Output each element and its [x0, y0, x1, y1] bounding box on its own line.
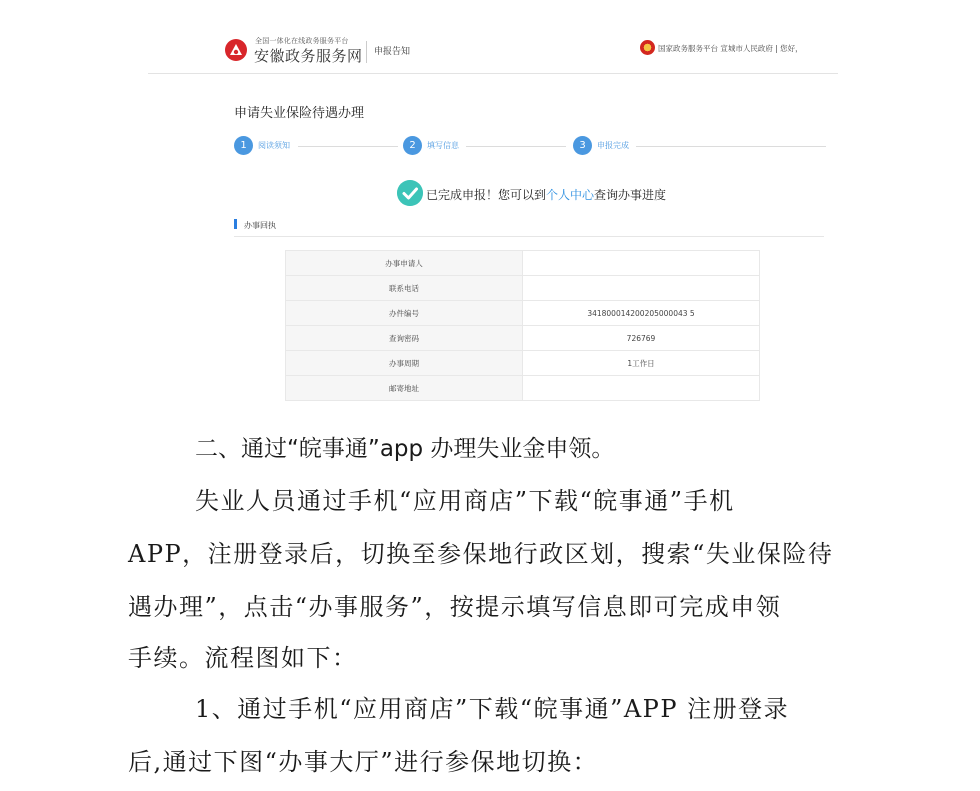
table-row	[286, 251, 760, 276]
row-label: 办事申请人	[286, 251, 523, 276]
personal-center-link[interactable]: 个人中心	[546, 188, 595, 202]
receipt-section-title: 办事回执	[244, 221, 276, 230]
row-value: 341800014200205000043 5	[523, 301, 760, 326]
paragraph-line: 后,通过下图“办事大厅”进行参保地切换：	[128, 748, 599, 776]
step-label: 阅读须知	[258, 141, 290, 150]
paragraph-line: 遇办理”，点击“办事服务”，按提示填写信息即可完成申领	[128, 593, 782, 621]
portal-header	[148, 30, 838, 74]
row-value	[523, 376, 760, 401]
paragraph-line: APP，注册登录后，切换至参保地行政区划，搜索“失业保险待	[128, 540, 834, 568]
platform-subtitle: 全国一体化在线政务服务平台	[255, 37, 349, 45]
receipt-table	[285, 250, 760, 401]
step-connector	[466, 146, 566, 147]
step-number: 2	[403, 136, 422, 155]
paragraph-line: 1、通过手机“应用商店”下载“皖事通”APP 注册登录	[195, 695, 790, 723]
section-heading: 二、通过“皖事通”app 办理失业金申领。	[195, 436, 615, 462]
completion-message	[426, 186, 666, 203]
row-value	[523, 276, 760, 301]
section-divider	[234, 236, 824, 237]
table-row	[286, 351, 760, 376]
table-row	[286, 376, 760, 401]
header-divider	[366, 41, 367, 63]
national-emblem-icon	[640, 40, 655, 55]
row-label: 办件编号	[286, 301, 523, 326]
completion-prefix: 已完成申报！您可以到	[426, 188, 547, 202]
nav-item-notice[interactable]: 申报告知	[374, 47, 411, 57]
portal-logo-icon	[224, 38, 248, 62]
step-connector	[636, 146, 826, 147]
row-label: 邮寄地址	[286, 376, 523, 401]
step-connector	[298, 146, 398, 147]
step-label: 填写信息	[427, 141, 459, 150]
site-name[interactable]: 安徽政务服务网	[254, 47, 363, 65]
row-value	[523, 251, 760, 276]
header-user-links[interactable]: 国家政务服务平台 宣城市人民政府 | 您好，	[658, 44, 803, 53]
row-value: 726769	[523, 326, 760, 351]
step-number: 3	[573, 136, 592, 155]
paragraph-line: 失业人员通过手机“应用商店”下载“皖事通”手机	[195, 487, 735, 515]
table-row	[286, 301, 760, 326]
portal-screenshot	[148, 0, 838, 420]
section-marker	[234, 219, 237, 229]
completion-suffix: 查询办事进度	[594, 188, 667, 202]
check-circle-icon	[397, 180, 423, 206]
row-value: 1工作日	[523, 351, 760, 376]
row-label: 联系电话	[286, 276, 523, 301]
table-row	[286, 326, 760, 351]
row-label: 查询密码	[286, 326, 523, 351]
application-title: 申请失业保险待遇办理	[234, 106, 365, 121]
step-number: 1	[234, 136, 253, 155]
table-row	[286, 276, 760, 301]
paragraph-line: 手续。流程图如下：	[128, 644, 358, 672]
row-label: 办事周期	[286, 351, 523, 376]
step-label: 申报完成	[597, 141, 629, 150]
